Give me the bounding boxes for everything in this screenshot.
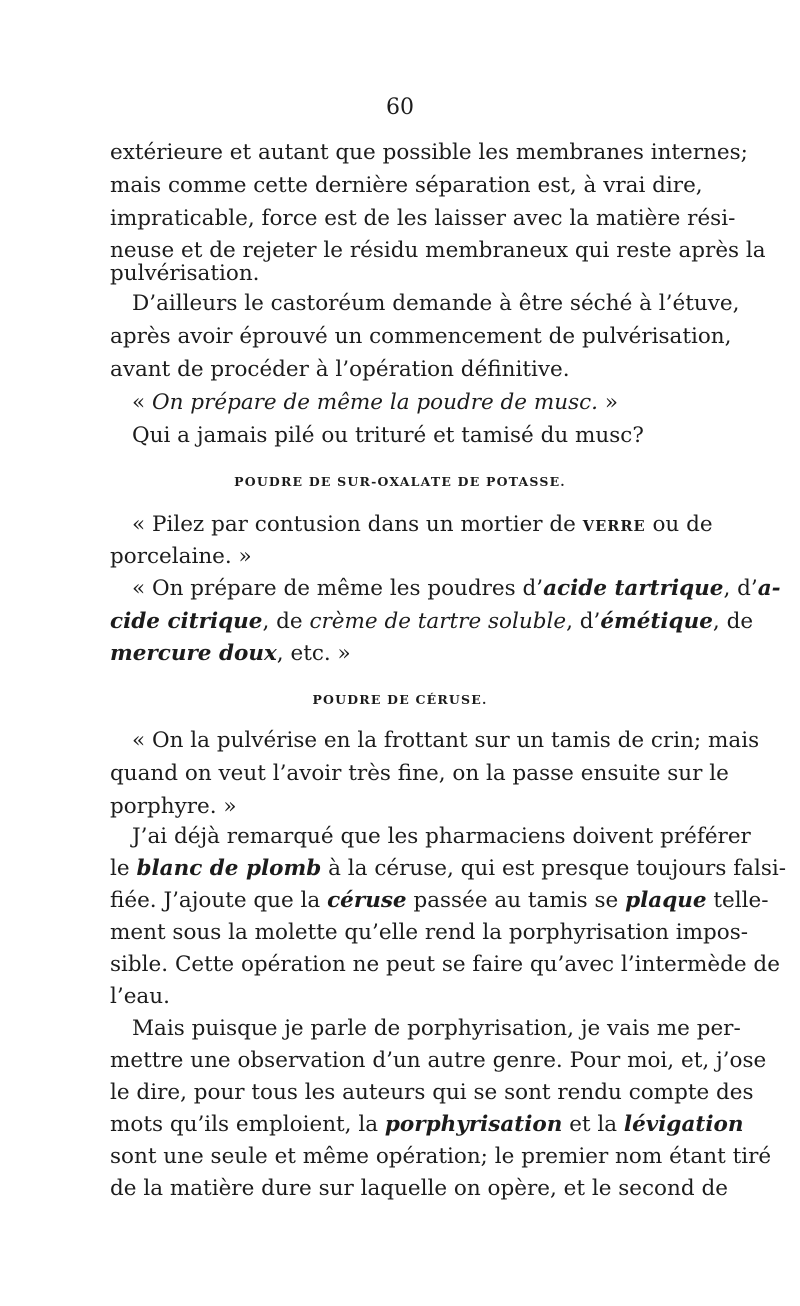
text-line: ment sous la molette qu’elle rend la porphyrisation impos- bbox=[110, 920, 749, 945]
emphasis: blanc de plomb bbox=[136, 856, 322, 881]
text-line: de la matière dure sur laquelle on opère, et le second de bbox=[110, 1176, 728, 1201]
text-line: pulvérisation. bbox=[110, 261, 260, 286]
text-line bbox=[132, 511, 713, 541]
text-line: neuse et de rejeter le résidu membraneux qui reste après la bbox=[110, 238, 766, 263]
text-line: sont une seule et même opération; le premier nom étant tiré bbox=[110, 1144, 772, 1169]
text-line: le dire, pour tous les auteurs qui se sont rendu compte des bbox=[110, 1080, 754, 1105]
quote-close: » bbox=[598, 390, 619, 415]
text-span: fiée. J’ajoute que la bbox=[110, 888, 328, 913]
text-line: mais comme cette dernière séparation est, à vrai dire, bbox=[110, 173, 703, 198]
text-line: J’ai déjà remarqué que les pharmaciens doivent préférer bbox=[132, 824, 751, 849]
text-span: , de bbox=[262, 609, 310, 634]
text-line: mettre une observation d’un autre genre. Pour moi, et, j’ose bbox=[110, 1048, 767, 1073]
text-line: porphyre. » bbox=[110, 794, 237, 819]
text-line: sible. Cette opération ne peut se faire qu’avec l’intermède de bbox=[110, 952, 780, 977]
emphasis: plaque bbox=[625, 888, 707, 913]
text-line bbox=[110, 855, 787, 883]
section-heading: POUDRE DE CÉRUSE. bbox=[312, 692, 488, 707]
small-caps-word: VERRE bbox=[582, 518, 646, 535]
text-span: , d’ bbox=[723, 576, 758, 601]
text-line: après avoir éprouvé un commencement de pulvérisation, bbox=[110, 324, 732, 349]
text-line bbox=[110, 608, 754, 636]
text-line: l’eau. bbox=[110, 984, 170, 1009]
emphasis: acide tartrique bbox=[543, 576, 724, 601]
emphasis: émétique bbox=[600, 609, 713, 634]
text-line bbox=[110, 887, 769, 915]
text-line bbox=[132, 575, 781, 603]
text-line: « On la pulvérise en la frottant sur un tamis de crin; mais bbox=[132, 728, 760, 753]
quote-open: « bbox=[132, 390, 152, 415]
text-span: telle- bbox=[706, 888, 769, 913]
italic-quote: On prépare de même la poudre de musc. bbox=[152, 390, 599, 415]
text-span: le bbox=[110, 856, 137, 881]
page-number: 60 bbox=[386, 95, 414, 120]
text-line: impraticable, force est de les laisser avec la matière rési- bbox=[110, 206, 736, 231]
text-span: , de bbox=[712, 609, 754, 634]
text-line bbox=[110, 640, 698, 668]
text-line: Mais puisque je parle de porphyrisation, je vais me per- bbox=[132, 1016, 741, 1041]
text-span: et la bbox=[562, 1112, 624, 1137]
emphasis: a- bbox=[757, 576, 781, 601]
text-line: Qui a jamais pilé ou trituré et tamisé du musc? bbox=[132, 423, 644, 448]
emphasis: mercure doux bbox=[110, 641, 277, 666]
text-span: passée au tamis se bbox=[406, 888, 626, 913]
emphasis: porphyrisation bbox=[384, 1112, 563, 1137]
text-line bbox=[110, 1111, 744, 1139]
quote-line bbox=[132, 389, 698, 417]
text-span: « On prépare de même les poudres d’ bbox=[132, 576, 544, 601]
text-line: extérieure et autant que possible les membranes internes; bbox=[110, 140, 748, 165]
text-span: « Pilez par contusion dans un mortier de bbox=[132, 512, 583, 537]
text-span: mots qu’ils emploient, la bbox=[110, 1112, 385, 1137]
italic-span: crème de tartre soluble bbox=[309, 609, 567, 634]
text-line: D’ailleurs le castoréum demande à être séché à l’étuve, bbox=[132, 291, 740, 316]
emphasis: cide citrique bbox=[110, 609, 263, 634]
text-line: quand on veut l’avoir très fine, on la passe ensuite sur le bbox=[110, 761, 729, 786]
text-span: ou de bbox=[645, 512, 713, 537]
text-span: , d’ bbox=[566, 609, 601, 634]
text-line: porcelaine. » bbox=[110, 544, 252, 569]
emphasis: céruse bbox=[327, 888, 407, 913]
section-heading: POUDRE DE SUR-OXALATE DE POTASSE. bbox=[234, 474, 566, 489]
text-span: , etc. » bbox=[276, 641, 351, 666]
text-line: avant de procéder à l’opération définitive. bbox=[110, 357, 570, 382]
text-span: à la céruse, qui est presque toujours falsi- bbox=[321, 856, 787, 881]
emphasis: lévigation bbox=[623, 1112, 744, 1137]
